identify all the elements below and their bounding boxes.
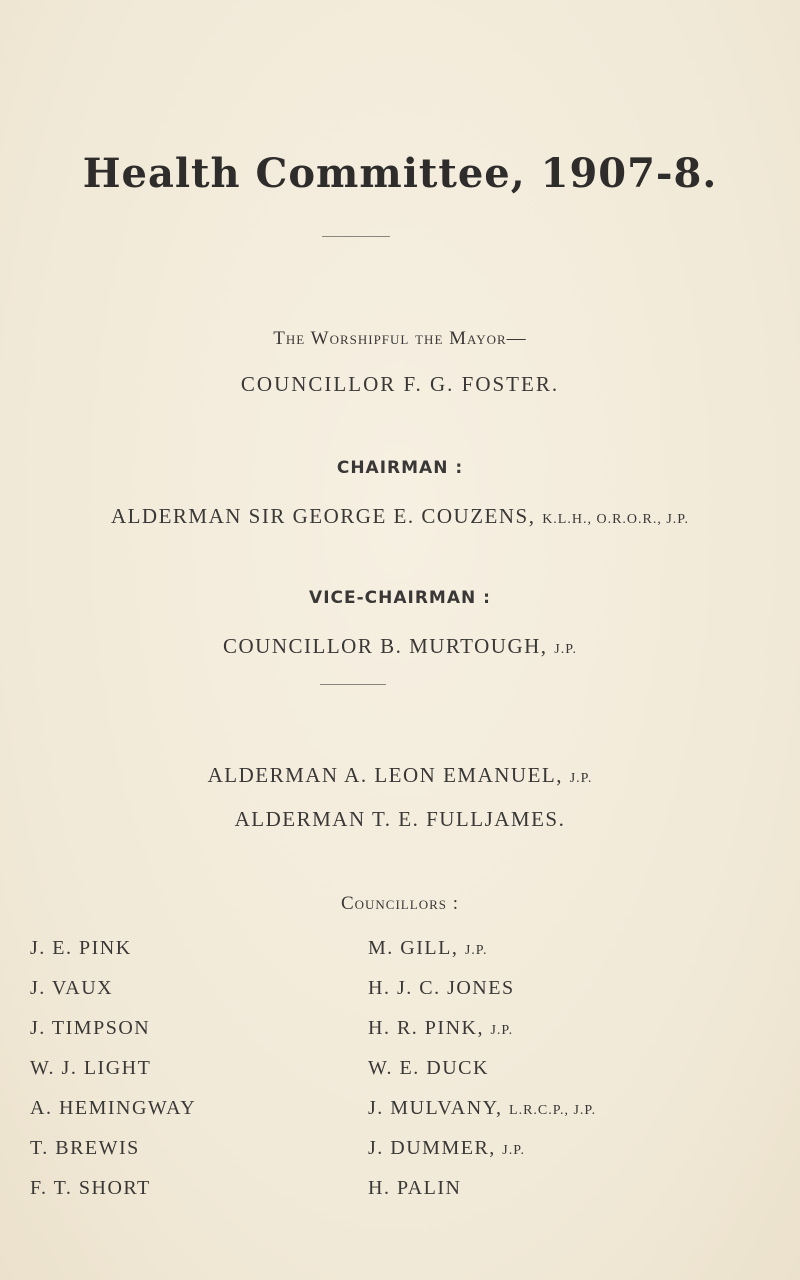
councillor-honours: J.P. (464, 943, 488, 958)
chairman-label: CHAIRMAN : (336, 458, 464, 478)
councillor-name: H. J. C. JONES (368, 977, 515, 999)
councillor-name: F. T. SHORT (30, 1177, 151, 1199)
councillor-name: J. VAUX (30, 977, 114, 999)
councillor-entry (30, 934, 196, 974)
councillor-entry (368, 1094, 596, 1134)
divider-top (322, 236, 390, 237)
councillors-left-column (30, 934, 196, 1214)
vice-chairman-honours: J.P. (554, 642, 577, 657)
page-title: Health Committee, 1907-8. (82, 150, 718, 197)
councillors-right-column (368, 934, 596, 1214)
councillor-entry (30, 974, 196, 1014)
mayor-label: The Worshipful the Mayor— (273, 328, 527, 349)
vice-chairman-label: VICE-CHAIRMAN : (309, 588, 491, 608)
councillors-label: Councillors : (340, 893, 460, 914)
chairman-name: ALDERMAN SIR GEORGE E. COUZENS, (110, 504, 536, 528)
councillor-entry (368, 1054, 596, 1094)
divider-middle (320, 684, 386, 685)
councillor-honours: J.P. (502, 1143, 525, 1158)
mayor-name: COUNCILLOR F. G. FOSTER. (240, 372, 560, 396)
councillor-honours: L.R.C.P., J.P. (509, 1103, 597, 1118)
chairman-entry (0, 504, 800, 529)
councillor-name: J. MULVANY, (368, 1097, 503, 1119)
councillor-entry (30, 1054, 196, 1094)
vice-chairman-name: COUNCILLOR B. MURTOUGH, (223, 634, 548, 658)
councillor-name: J. E. PINK (30, 937, 132, 959)
chairman-honours: K.L.H., O.R.O.R., J.P. (542, 512, 690, 527)
councillor-entry (368, 1014, 596, 1054)
alderman-entry (0, 763, 800, 788)
councillor-name: A. HEMINGWAY (30, 1097, 197, 1119)
councillor-entry (368, 1134, 596, 1174)
alderman-name: ALDERMAN T. E. FULLJAMES. (234, 807, 566, 831)
vice-chairman-entry (0, 634, 800, 659)
councillor-entry (368, 934, 596, 974)
councillor-name: J. DUMMER, (368, 1137, 496, 1159)
alderman-honours: J.P. (569, 771, 593, 786)
councillor-entry (30, 1174, 196, 1214)
councillor-name: W. J. LIGHT (30, 1057, 152, 1079)
alderman-name: ALDERMAN A. LEON EMANUEL, (207, 763, 563, 787)
councillor-name: W. E. DUCK (368, 1057, 489, 1079)
councillor-entry (368, 1174, 596, 1214)
councillor-entry (30, 1014, 196, 1054)
councillor-honours: J.P. (490, 1023, 514, 1038)
councillor-name: H. R. PINK, (368, 1017, 484, 1039)
councillor-name: T. BREWIS (30, 1137, 140, 1159)
councillor-name: M. GILL, (368, 937, 459, 959)
councillor-entry (30, 1134, 196, 1174)
councillor-name: J. TIMPSON (30, 1017, 151, 1039)
councillor-name: H. PALIN (368, 1177, 462, 1199)
councillor-entry (368, 974, 596, 1014)
councillor-entry (30, 1094, 196, 1134)
alderman-entry (0, 807, 800, 832)
